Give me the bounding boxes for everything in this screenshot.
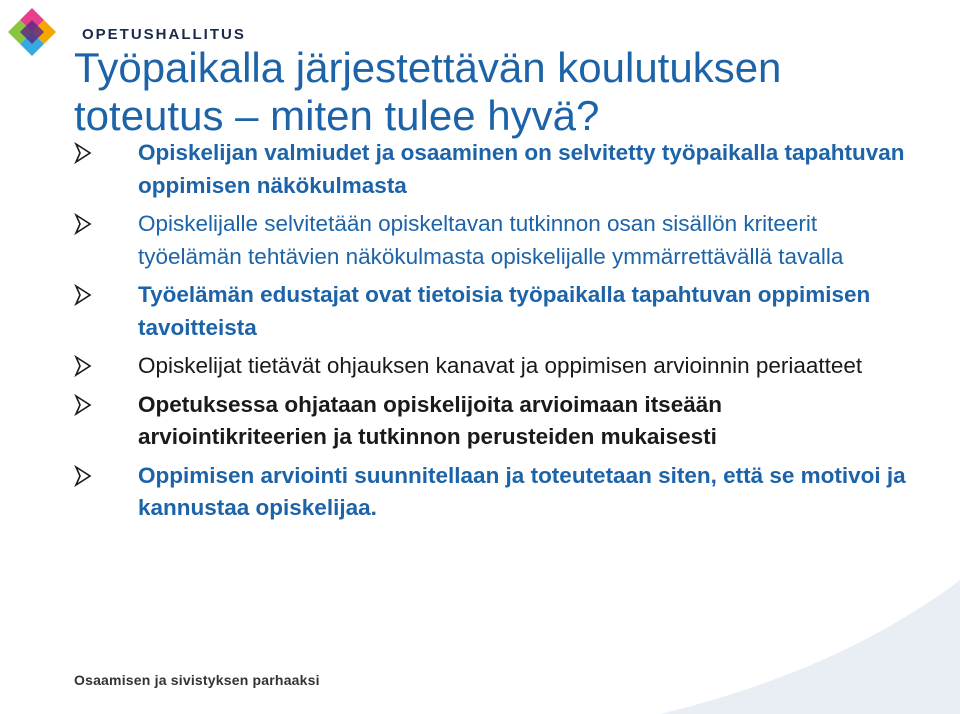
- arrow-bullet-icon: [72, 142, 94, 164]
- bullet-item: [72, 279, 912, 344]
- decorative-background-shape: [600, 560, 960, 714]
- footer-tagline: Osaamisen ja sivistyksen parhaaksi: [74, 672, 320, 688]
- diamond-logo-icon: [6, 6, 58, 58]
- arrow-bullet-icon: [72, 465, 94, 487]
- bullet-text: Opiskelijat tietävät ohjauksen kanavat ja oppimisen arvioinnin periaatteet: [138, 353, 863, 378]
- arrow-bullet-icon: [72, 284, 94, 306]
- bullet-text: Opiskelijalle selvitetään opiskeltavan tutkinnon osan sisällön kriteerit työelämän tehtävien näkökulmasta opiskelijalle ymmärrettävällä tavalla: [138, 211, 844, 269]
- bullet-text: Opiskelijan valmiudet ja osaaminen on selvitetty työpaikalla tapahtuvan oppimisen näkökulmasta: [138, 140, 905, 198]
- bullet-item: [72, 208, 912, 273]
- arrow-bullet-icon: [72, 355, 94, 377]
- bullet-item: [72, 460, 912, 525]
- bullet-list: [72, 137, 912, 531]
- logo-text: OPETUSHALLITUS: [82, 26, 246, 43]
- arrow-bullet-icon: [72, 213, 94, 235]
- bullet-text: Opetuksessa ohjataan opiskelijoita arvioimaan itseään arviointikriteerien ja tutkinnon perusteiden mukaisesti: [138, 391, 722, 449]
- bullet-item: [72, 137, 912, 202]
- page-title: [74, 44, 894, 140]
- title-line-2: toteutus – miten tulee hyvä?: [74, 92, 600, 139]
- bullet-item: [72, 389, 912, 454]
- bullet-text: Työelämän edustajat ovat tietoisia työpaikalla tapahtuvan oppimisen tavoitteista: [138, 282, 871, 340]
- arrow-bullet-icon: [72, 394, 94, 416]
- bullet-text: Oppimisen arviointi suunnitellaan ja toteutetaan siten, että se motivoi ja kannustaa opiskelijaa.: [138, 462, 906, 520]
- title-line-1: Työpaikalla järjestettävän koulutuksen: [74, 44, 782, 91]
- bullet-item: [72, 350, 912, 383]
